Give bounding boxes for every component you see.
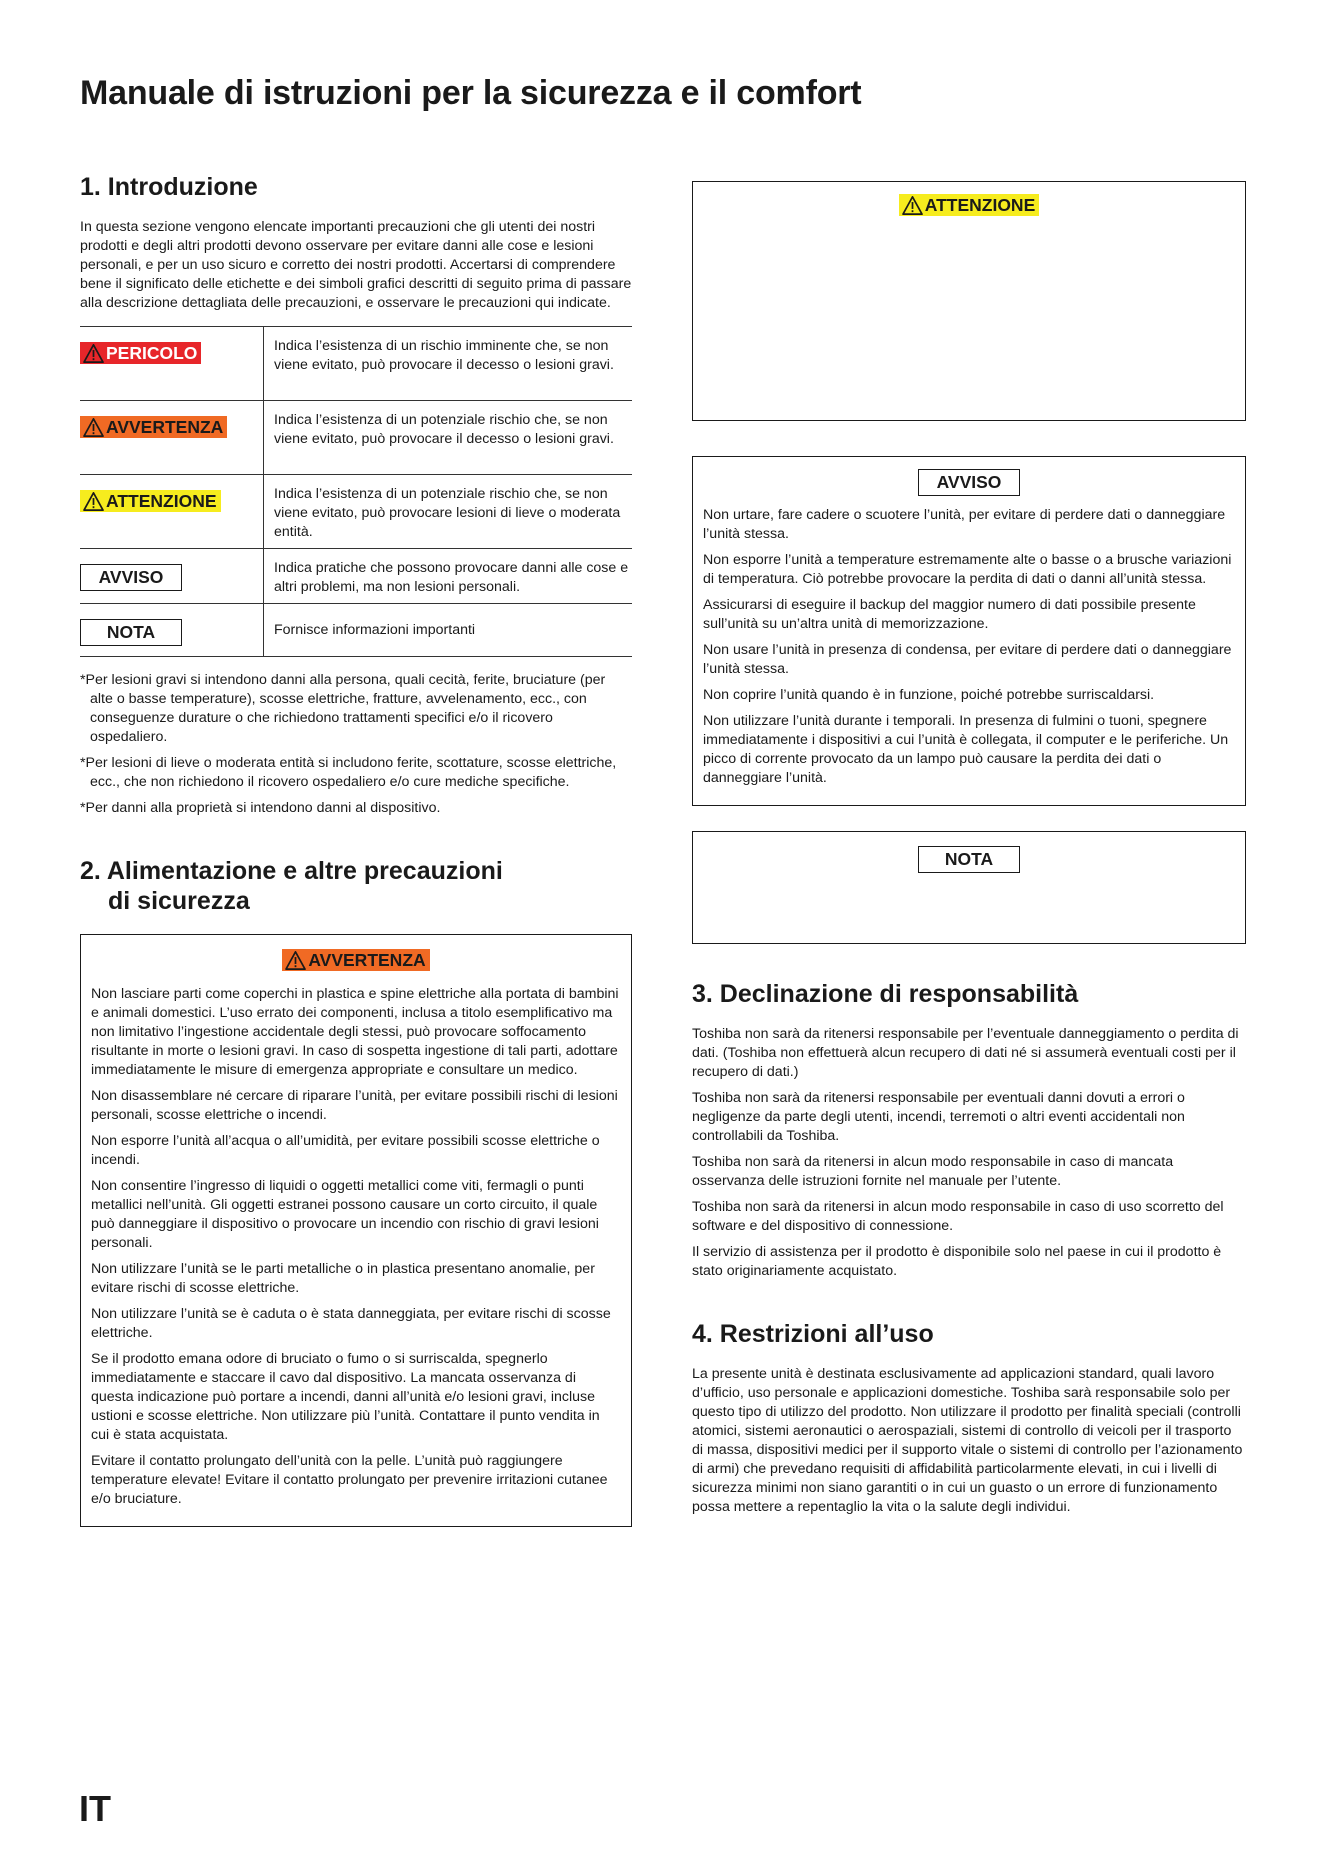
notice-label: AVVISO [918, 469, 1020, 496]
notice-box [692, 456, 1246, 806]
footnotes [80, 671, 632, 818]
caution-badge [80, 490, 221, 512]
warning-item: Non esporre l’unità all’acqua o all’umidità, per evitare possibili scosse elettriche o incendi. [91, 1133, 600, 1169]
caution-badge [899, 194, 1040, 216]
footnote: *Per lesioni gravi si intendono danni alla persona, quali cecità, ferite, bruciature (per alte o basse temperature), scosse elettriche, fratture, avvelenamento, ecc., con conseguenze durature o che richiedono trattamenti specifici e/o il ricovero ospedaliero. [80, 672, 606, 745]
legend-description: Indica l’esistenza di un rischio imminente che, se non viene evitato, può provocare il decesso o lesioni gravi. [274, 338, 614, 373]
disclaimer-item: Toshiba non sarà da ritenersi responsabile per eventuali danni dovuti a errori o negligenze da parte degli utenti, incendi, terremoti o altri eventi accidentali non controllabili da Toshiba. [692, 1090, 1185, 1144]
section-heading: 2. Alimentazione e altre precauzioni di sicurezza [80, 857, 503, 915]
warning-badge [80, 416, 227, 438]
section-heading: 1. Introduzione [80, 173, 258, 201]
badge-label: AVVERTENZA [106, 417, 224, 437]
legend-description: Fornisce informazioni importanti [274, 622, 476, 638]
footnote: *Per danni alla proprietà si intendono danni al dispositivo. [80, 800, 441, 816]
note-label: NOTA [80, 619, 182, 646]
notice-item: Non coprire l’unità quando è in funzione, poiché potrebbe surriscaldarsi. [703, 687, 1155, 703]
legend-row-danger [80, 327, 632, 401]
badge-label: PERICOLO [106, 343, 198, 363]
caution-box [692, 181, 1246, 421]
warning-item: Non disassemblare né cercare di riparare l’unità, per evitare possibili rischi di lesioni personali, scosse elettriche o incendi. [91, 1088, 618, 1124]
warning-triangle-icon [83, 344, 104, 363]
badge-label: ATTENZIONE [106, 491, 217, 511]
right-column [692, 181, 1246, 1524]
legend-description: Indica l’esistenza di un potenziale rischio che, se non viene evitato, può provocare lesioni di lieve o moderata entità. [274, 486, 621, 540]
badge-label: AVVERTENZA [308, 950, 426, 970]
warning-item: Evitare il contatto prolungato dell’unità con la pelle. L’unità può raggiungere temperature elevate! Evitare il contatto prolungato per prevenire irritazioni cutanee e/o bruciature. [91, 1453, 608, 1508]
legend-row-note [80, 604, 632, 657]
restriction-paragraph: La presente unità è destinata esclusivamente ad applicazioni standard, quali lavoro d’ufficio, uso personale e applicazioni domestiche. Toshiba sarà responsabile solo per questo tipo di utilizzo del prodotto. Non utilizzare il prodotto per finalità speciali (controlli atomici, sistemi aeronautici o aerospaziali, sistemi di controllo di veicoli per il trasporto di massa, dispositivi medici per il supporto vitale o sistemi di controllo per l’azionamento di armi) che prevedano requisiti di affidabilità particolarmente elevati, in cui i livelli di sicurezza minimi non siano garantiti o in cui un guasto o un errore di funzionamento possa mettere a repentaglio la vita o la salute degli individui. [692, 1366, 1243, 1515]
warning-item: Se il prodotto emana odore di bruciato o fumo o si surriscalda, spegnerlo immediatamente e staccare il cavo dal dispositivo. La mancata osservanza di questa indicazione può portare a incendi, danni all’unità e/o lesioni gravi, incluse ustioni e scosse elettriche. Non utilizzare più l’unità. Contattare il punto vendita in cui è stata acquistata. [91, 1351, 600, 1444]
notice-item: Assicurarsi di eseguire il backup del maggior numero di dati possibile presente sull’unità su un’altra unità di memorizzazione. [703, 597, 1196, 632]
footnote: *Per lesioni di lieve o moderata entità si includono ferite, scottature, scosse elettriche, ecc., che non richiedono il ricovero ospedaliero e/o cure mediche specifiche. [80, 755, 617, 790]
notice-label: AVVISO [80, 564, 182, 591]
badge-label: ATTENZIONE [924, 195, 1036, 215]
legend-row-caution [80, 475, 632, 549]
warning-triangle-icon [83, 492, 104, 511]
section-heading: 4. Restrizioni all’uso [692, 1320, 934, 1348]
warning-box [80, 934, 632, 1527]
signal-word-legend [80, 326, 632, 657]
section-heading: 3. Declinazione di responsabilità [692, 980, 1079, 1008]
notice-item: Non esporre l’unità a temperature estremamente alte o basse o a brusche variazioni di temperatura. Ciò potrebbe provocare la perdita di dati o danni all’unità stessa. [703, 552, 1232, 587]
notice-item: Non utilizzare l’unità durante i temporali. In presenza di fulmini o tuoni, spegnere immediatamente i dispositivi a cui l’unità è collegata, il computer e le periferiche. Un picco di corrente provocato da un lampo può causare la perdita dei dati o danneggiare l’unità. [703, 713, 1229, 786]
note-label: NOTA [918, 846, 1020, 873]
language-code: IT [79, 1788, 111, 1829]
disclaimer-item: Toshiba non sarà da ritenersi responsabile per l’eventuale danneggiamento o perdita di dati. (Toshiba non effettuerà alcun recupero di dati né si assumerà eventuali costi per il recupero di dati.) [692, 1026, 1239, 1080]
warning-badge [282, 949, 429, 971]
page-title: Manuale di istruzioni per la sicurezza e il comfort [80, 74, 862, 112]
disclaimer-item: Toshiba non sarà da ritenersi in alcun modo responsabile in caso di mancata osservanza delle istruzioni fornite nel manuale per l’utente. [692, 1154, 1174, 1189]
warning-triangle-icon [902, 196, 923, 215]
warning-item: Non lasciare parti come coperchi in plastica e spine elettriche alla portata di bambini e animali domestici. L’uso errato dei componenti, inclusa a titolo esemplificativo ma non limitativo l’ingestione accidentale degli stessi, può provocare soffocamento risultante in morte o lesioni gravi. In caso di sospetta ingestione di tali parti, adottare immediatamente le misure di emergenza appropriate e consultare un medico. [91, 986, 619, 1079]
section-disclaimer [692, 979, 1246, 1281]
legend-row-warning [80, 401, 632, 475]
legend-description: Indica l’esistenza di un potenziale rischio che, se non viene evitato, può provocare il decesso o lesioni gravi. [274, 412, 614, 447]
left-column [80, 172, 632, 1527]
legend-row-notice [80, 549, 632, 604]
section-power-safety [80, 856, 632, 1527]
notice-item: Non usare l’unità in presenza di condensa, per evitare di perdere dati o danneggiare l’unità stessa. [703, 642, 1232, 677]
warning-item: Non utilizzare l’unità se è caduta o è stata danneggiata, per evitare rischi di scosse elettriche. [91, 1306, 611, 1342]
legend-description: Indica pratiche che possono provocare danni alle cose e altri problemi, ma non lesioni personali. [274, 560, 629, 595]
warning-item: Non utilizzare l’unità se le parti metalliche o in plastica presentano anomalie, per evitare rischi di scosse elettriche. [91, 1261, 595, 1297]
disclaimer-item: Il servizio di assistenza per il prodotto è disponibile solo nel paese in cui il prodotto è stato originariamente acquistato. [692, 1244, 1222, 1279]
warning-triangle-icon [83, 418, 104, 437]
section-introduction [80, 172, 632, 818]
disclaimer-item: Toshiba non sarà da ritenersi in alcun modo responsabile in caso di uso scorretto del software e del dispositivo di connessione. [692, 1199, 1224, 1234]
section-usage-restrictions [692, 1319, 1246, 1517]
note-box [692, 831, 1246, 944]
warning-item: Non consentire l’ingresso di liquidi o oggetti metallici come viti, fermagli o punti metallici nell’unità. Gli oggetti estranei possono causare un corto circuito, il quale può danneggiare il dispositivo o provocare un incendio con rischio di gravi lesioni personali. [91, 1178, 599, 1252]
intro-paragraph: In questa sezione vengono elencate importanti precauzioni che gli utenti dei nostri prodotti e degli altri prodotti devono osservare per evitare danni alle cose e lesioni personali, e per un uso sicuro e corretto dei nostri prodotti. Accertarsi di comprendere bene il significato delle etichette e dei simboli grafici descritti di seguito prima di passare alla descrizione dettagliata delle precauzioni, e osservare le precauzioni qui indicate. [80, 219, 632, 311]
notice-item: Non urtare, fare cadere o scuotere l’unità, per evitare di perdere dati o danneggiare l’unità stessa. [703, 507, 1226, 542]
warning-triangle-icon [285, 951, 306, 970]
danger-badge [80, 342, 201, 364]
